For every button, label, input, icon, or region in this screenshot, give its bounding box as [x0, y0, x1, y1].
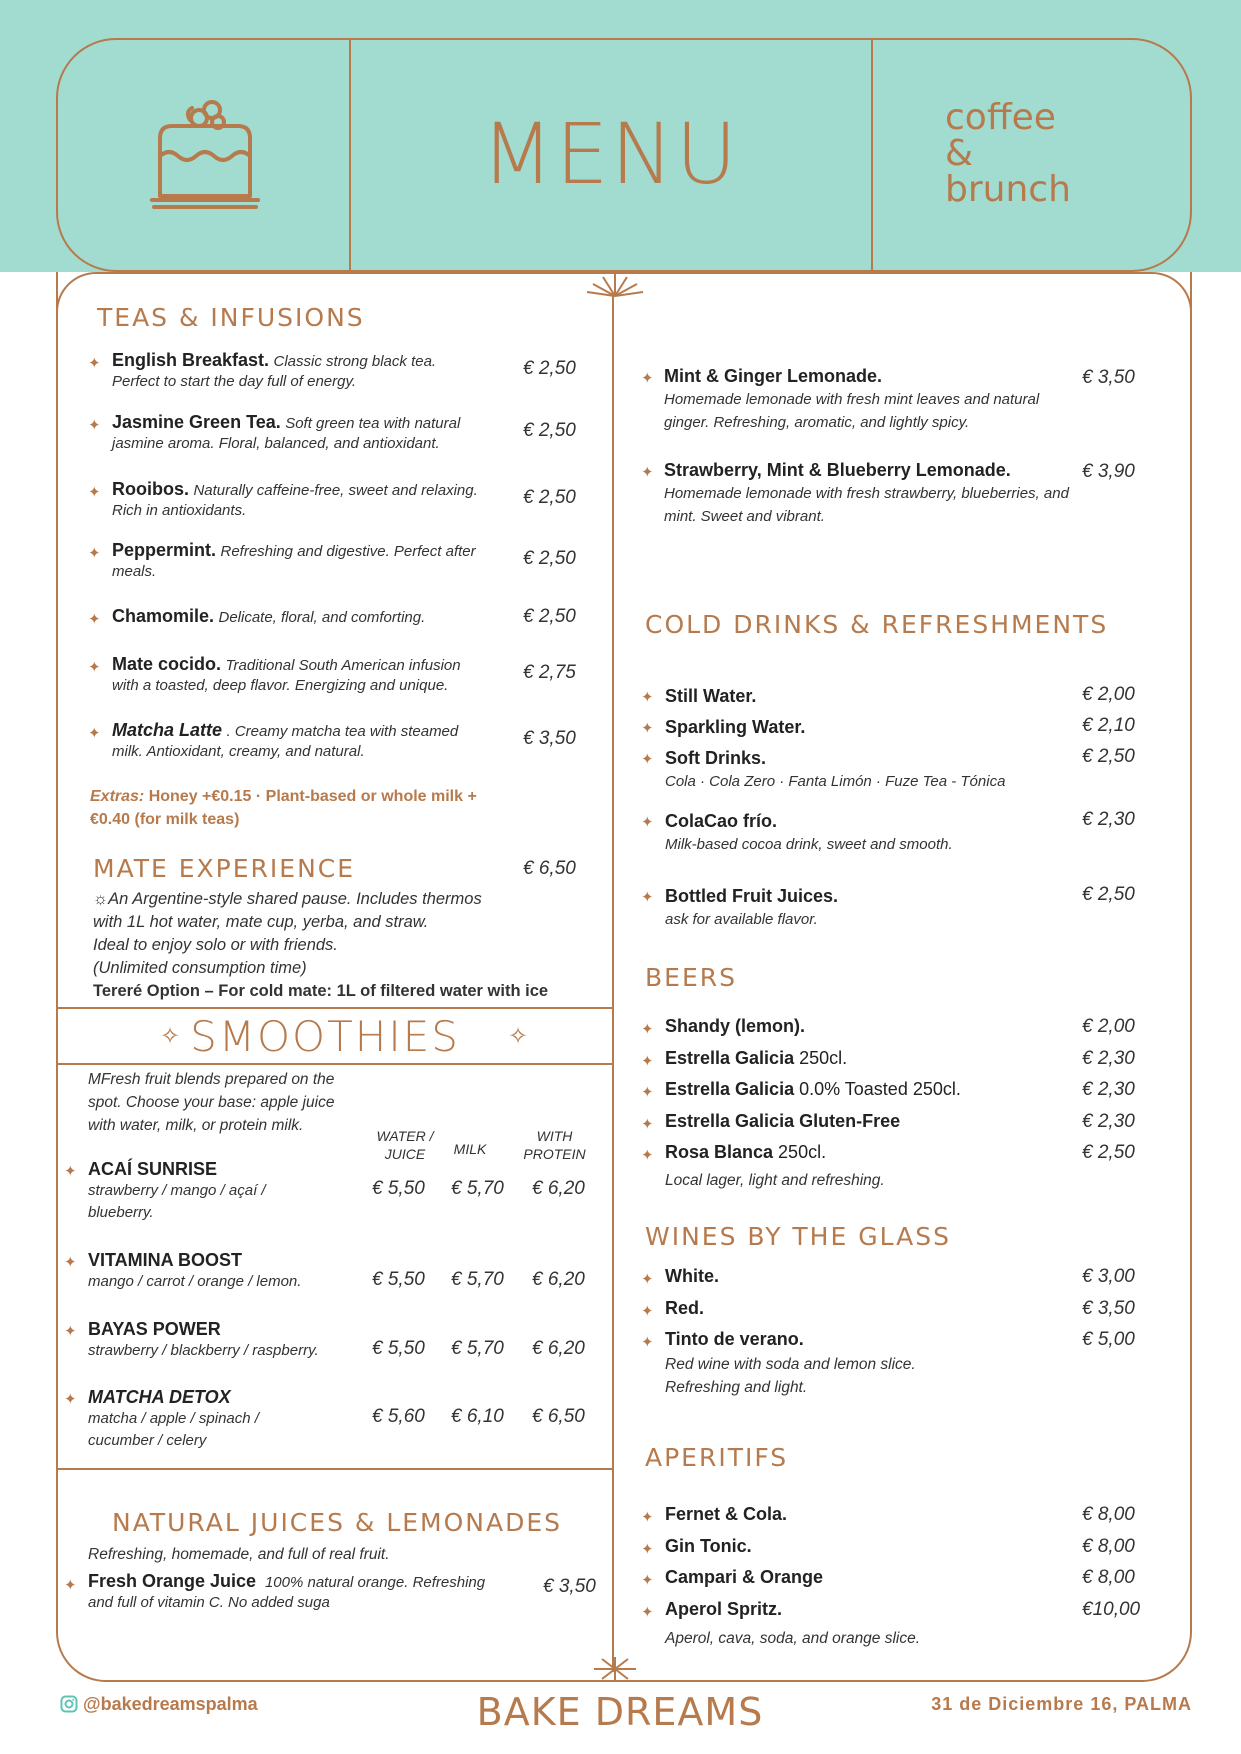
item-desc: meals. [112, 563, 157, 580]
star-icon: ✦ [641, 1334, 654, 1351]
mate-title: MATE EXPERIENCE [93, 854, 356, 883]
mate-line: Ideal to enjoy solo or with friends. [93, 936, 338, 954]
item-desc: mint. Sweet and vibrant. [664, 508, 825, 525]
item-price: € 8,00 [1082, 1567, 1135, 1588]
star-icon: ✧ [160, 1023, 181, 1050]
smoothie-price: € 5,60 [372, 1406, 425, 1427]
item-price: €10,00 [1082, 1598, 1141, 1620]
item-desc: Classic strong black tea. [273, 353, 437, 370]
item-desc: strawberry / blackberry / raspberry. [88, 1342, 319, 1359]
tagline-brunch: brunch [945, 169, 1071, 210]
item-name: Shandy (lemon). [665, 1016, 806, 1036]
item-price: € 3,00 [1082, 1266, 1135, 1287]
intro-line: with water, milk, or protein milk. [88, 1117, 304, 1134]
item-name: ColaCao frío. [665, 811, 778, 831]
teas-title: TEAS & INFUSIONS [97, 303, 365, 332]
tea-item [112, 479, 512, 521]
star-icon: ✦ [641, 1603, 654, 1621]
item-name: Estrella Galicia [665, 1047, 795, 1068]
star-icon: ✦ [641, 1302, 654, 1320]
beer-item [665, 1048, 1065, 1070]
mate-line: (Unlimited consumption time) [93, 959, 307, 977]
star-icon: ✦ [641, 1572, 654, 1589]
item-desc: strawberry / mango / açaí / [88, 1182, 266, 1199]
item-desc: 100% natural orange. Refreshing [264, 1574, 486, 1591]
item-desc: blueberry. [88, 1204, 154, 1221]
beer-item [665, 1079, 1065, 1101]
item-desc: Homemade lemonade with fresh strawberry, blueberries, and [664, 485, 1069, 502]
item-name: Rosa Blanca [665, 1142, 774, 1162]
col-header-water-juice [370, 1127, 440, 1163]
cold-item [665, 884, 1085, 932]
item-name: Campari & Orange [665, 1567, 824, 1587]
item-price: € 8,00 [1082, 1535, 1135, 1557]
item-size: 0.0% Toasted 250cl. [794, 1079, 961, 1099]
juices-title: NATURAL JUICES & LEMONADES [112, 1508, 563, 1537]
extras-label: Extras: [90, 788, 145, 805]
item-name: Peppermint. [112, 540, 217, 560]
item-desc: matcha / apple / spinach / [88, 1410, 259, 1427]
item-price: € 8,00 [1082, 1504, 1135, 1525]
juices-divider [56, 1468, 614, 1470]
smoothie-item [88, 1318, 368, 1362]
mate-line: ☼An Argentine-style shared pause. Includes thermos [93, 890, 482, 908]
header-divider [871, 38, 873, 272]
star-icon: ✦ [88, 659, 101, 676]
tagline [945, 97, 1071, 210]
star-icon: ✦ [88, 725, 101, 742]
beer-item [665, 1142, 1065, 1164]
star-icon: ✦ [641, 689, 654, 706]
extras-text: Honey +€0.15 · Plant-based or whole milk + €0.40 (for milk teas) [90, 788, 477, 828]
item-price: € 2,00 [1082, 684, 1135, 705]
aperitifs-title: APERITIFS [645, 1443, 789, 1472]
star-icon: ✦ [641, 1509, 654, 1526]
item-price: € 2,50 [1082, 1142, 1135, 1163]
star-icon: ✦ [88, 484, 101, 501]
wine-note-line: Red wine with soda and lemon slice. [665, 1356, 916, 1373]
instagram-text: @bakedreamspalma [83, 1694, 258, 1714]
item-name: ACAÍ SUNRISE [88, 1159, 218, 1179]
star-icon: ✦ [641, 370, 654, 387]
item-desc: Naturally caffeine-free, sweet and relaxing. [193, 482, 478, 499]
smoothies-divider-bottom [56, 1063, 614, 1065]
tea-item [112, 540, 512, 582]
cold-title: COLD DRINKS & REFRESHMENTS [645, 610, 1109, 639]
star-icon: ✦ [64, 1254, 77, 1271]
item-name: Mate cocido. [112, 654, 222, 674]
star-icon: ✦ [88, 417, 101, 434]
item-name: VITAMINA BOOST [88, 1250, 242, 1270]
tea-item [112, 350, 512, 392]
star-icon: ✦ [641, 1147, 654, 1164]
star-icon: ✦ [641, 720, 654, 737]
smoothie-price: € 5,70 [451, 1178, 504, 1199]
smoothie-item [88, 1386, 368, 1452]
item-desc: Perfect to start the day full of energy. [112, 373, 357, 390]
item-price: € 2,50 [523, 358, 576, 379]
star-icon: ✦ [641, 1021, 654, 1038]
wines-note [665, 1353, 916, 1399]
cold-item [665, 715, 1085, 739]
intro-line: MFresh fruit blends prepared on the [88, 1071, 335, 1088]
item-desc: milk. Antioxidant, creamy, and natural. [112, 743, 365, 760]
tagline-coffee: coffee [945, 97, 1056, 138]
mate-line: with 1L hot water, mate cup, yerba, and straw. [93, 913, 429, 931]
item-price: € 2,50 [1082, 884, 1135, 905]
item-desc: Traditional South American infusion [225, 657, 461, 674]
smoothie-price: € 6,50 [532, 1406, 585, 1427]
star-icon: ✦ [641, 751, 654, 768]
beer-item [665, 1111, 1065, 1133]
item-desc: . Creamy matcha tea with steamed [226, 723, 459, 740]
item-desc: Milk-based cocoa drink, sweet and smooth. [665, 836, 953, 853]
column-divider [612, 296, 614, 1672]
star-icon: ✦ [64, 1577, 77, 1594]
item-price: € 2,50 [523, 548, 576, 569]
mate-price: € 6,50 [523, 858, 576, 879]
smoothie-price: € 5,50 [372, 1338, 425, 1359]
brand-logo: BAKE DREAMS [476, 1690, 764, 1734]
item-name: Matcha Latte [112, 720, 223, 740]
item-desc: with a toasted, deep flavor. Energizing and unique. [112, 677, 449, 694]
star-icon: ✦ [88, 545, 101, 562]
aperitifs-note: Aperol, cava, soda, and orange slice. [665, 1630, 921, 1647]
smoothie-price: € 5,70 [451, 1338, 504, 1359]
item-name: Estrella Galicia [665, 1079, 795, 1099]
smoothie-price: € 5,50 [372, 1178, 425, 1199]
star-icon: ✦ [64, 1391, 77, 1408]
item-desc: and full of vitamin C. No added suga [88, 1594, 330, 1611]
item-name: Tinto de verano. [665, 1329, 804, 1349]
item-desc: Soft green tea with natural [285, 415, 461, 432]
star-icon: ✦ [641, 1540, 654, 1558]
smoothie-price: € 6,10 [451, 1406, 504, 1427]
item-price: € 2,50 [523, 420, 576, 441]
item-price: € 2,50 [1082, 746, 1135, 767]
item-name: Bottled Fruit Juices. [665, 886, 839, 906]
beer-item [665, 1016, 1065, 1038]
item-desc: cucumber / celery [88, 1432, 207, 1449]
star-icon: ✦ [641, 464, 654, 481]
tea-item [112, 412, 512, 454]
item-name: English Breakfast. [112, 350, 270, 370]
item-price: € 5,00 [1082, 1329, 1135, 1350]
item-desc: mango / carrot / orange / lemon. [88, 1273, 302, 1290]
beers-title: BEERS [645, 963, 737, 992]
cold-item [665, 809, 1085, 857]
wines-title: WINES BY THE GLASS [645, 1222, 951, 1251]
smoothies-intro [88, 1068, 334, 1137]
tea-item [112, 720, 512, 762]
star-icon: ✧ [508, 1023, 529, 1050]
star-icon: ✦ [641, 889, 654, 906]
col-header-line: WITH [536, 1128, 573, 1144]
star-icon: ✦ [64, 1323, 77, 1340]
smoothie-price: € 6,20 [532, 1269, 585, 1290]
item-size: 250cl. [794, 1047, 848, 1068]
item-name: Soft Drinks. [665, 748, 767, 768]
item-name: Jasmine Green Tea. [112, 412, 281, 432]
item-name: Still Water. [665, 686, 757, 706]
item-price: € 3,90 [1082, 461, 1135, 482]
item-name: Chamomile. [112, 606, 215, 626]
item-desc: ginger. Refreshing, aromatic, and lightly spicy. [664, 414, 970, 431]
item-name: Gin Tonic. [665, 1535, 752, 1556]
smoothie-price: € 5,70 [451, 1269, 504, 1290]
item-price: € 2,00 [1082, 1016, 1135, 1037]
item-name: Mint & Ginger Lemonade. [664, 366, 883, 386]
item-name: BAYAS POWER [88, 1319, 221, 1339]
smoothie-item [88, 1249, 368, 1293]
item-price: € 3,50 [1082, 1297, 1135, 1319]
juices-intro: Refreshing, homemade, and full of real fruit. [88, 1546, 390, 1563]
item-price: € 3,50 [523, 728, 576, 749]
col-header-line: PROTEIN [523, 1146, 586, 1162]
star-icon: ✦ [641, 1115, 654, 1133]
item-name: Fresh Orange Juice [88, 1571, 257, 1591]
item-desc: Homemade lemonade with fresh mint leaves and natural [664, 391, 1040, 408]
item-name: Aperol Spritz. [665, 1598, 783, 1619]
tea-item [112, 606, 512, 628]
lemonade-item [664, 365, 1084, 434]
item-price: € 2,30 [1082, 1079, 1135, 1100]
item-name: Strawberry, Mint & Blueberry Lemonade. [664, 460, 1011, 480]
cold-item [665, 746, 1085, 794]
item-price: € 2,30 [1082, 1047, 1135, 1069]
smoothie-item [88, 1158, 368, 1224]
item-price: € 2,75 [523, 662, 576, 683]
item-price: € 2,10 [1082, 715, 1135, 736]
item-name: White. [665, 1266, 719, 1286]
sunburst-icon [585, 272, 645, 298]
star-icon: ✦ [88, 355, 101, 372]
item-name: Red. [665, 1297, 705, 1318]
instagram-icon [60, 1695, 78, 1713]
item-desc: Rich in antioxidants. [112, 502, 247, 519]
item-desc: jasmine aroma. Floral, balanced, and antioxidant. [112, 435, 440, 452]
beers-note: Local lager, light and refreshing. [665, 1172, 885, 1189]
star-icon: ✦ [641, 1052, 654, 1070]
item-name: Estrella Galicia Gluten-Free [665, 1110, 901, 1131]
col-header-protein [517, 1127, 592, 1163]
instagram-handle[interactable] [60, 1694, 258, 1715]
item-name: MATCHA DETOX [88, 1387, 231, 1407]
orange-juice-price: € 3,50 [543, 1576, 596, 1597]
tea-item [112, 654, 512, 696]
orange-juice-item [88, 1571, 518, 1613]
cake-icon [150, 100, 265, 215]
item-price: € 2,50 [523, 487, 576, 508]
smoothie-price: € 5,50 [372, 1269, 425, 1290]
menu-title: MENU [481, 105, 739, 203]
star-icon: ✦ [641, 814, 654, 831]
star-ornament-icon [590, 1655, 640, 1683]
item-name: Sparkling Water. [665, 717, 806, 737]
col-header-milk: MILK [453, 1141, 487, 1157]
item-desc: Delicate, floral, and comforting. [218, 609, 426, 626]
cold-item [665, 684, 1085, 708]
star-icon: ✦ [641, 1271, 654, 1288]
lemonade-item [664, 459, 1084, 528]
mate-description [93, 888, 573, 1003]
item-size: 250cl. [773, 1142, 827, 1162]
item-desc: Cola · Cola Zero · Fanta Limón · Fuze Tea - Tónica [665, 773, 1006, 790]
smoothie-price: € 6,20 [532, 1178, 585, 1199]
item-price: € 2,30 [1082, 1110, 1135, 1132]
smoothie-price: € 6,20 [532, 1338, 585, 1359]
item-name: Rooibos. [112, 479, 189, 499]
star-icon: ✦ [88, 611, 101, 628]
item-price: € 2,30 [1082, 809, 1135, 830]
col-header-line: WATER / [376, 1128, 434, 1144]
address: 31 de Diciembre 16, PALMA [931, 1694, 1192, 1714]
intro-line: spot. Choose your base: apple juice [88, 1094, 335, 1111]
teas-extras [90, 785, 520, 831]
star-icon: ✦ [641, 1084, 654, 1101]
smoothies-title: SMOOTHIES [190, 1012, 460, 1061]
item-name: Fernet & Cola. [665, 1504, 788, 1524]
item-desc: ask for available flavor. [665, 911, 818, 928]
item-price: € 3,50 [1082, 367, 1135, 388]
wine-note-line: Refreshing and light. [665, 1379, 808, 1396]
smoothies-divider-top [56, 1007, 614, 1009]
item-price: € 2,50 [523, 606, 576, 627]
star-icon: ✦ [64, 1163, 77, 1180]
col-header-line: JUICE [384, 1146, 426, 1162]
tagline-and: & [945, 133, 974, 174]
terere-option: Tereré Option – For cold mate: 1L of filtered water with ice [93, 982, 549, 1000]
item-desc: Refreshing and digestive. Perfect after [220, 543, 476, 560]
